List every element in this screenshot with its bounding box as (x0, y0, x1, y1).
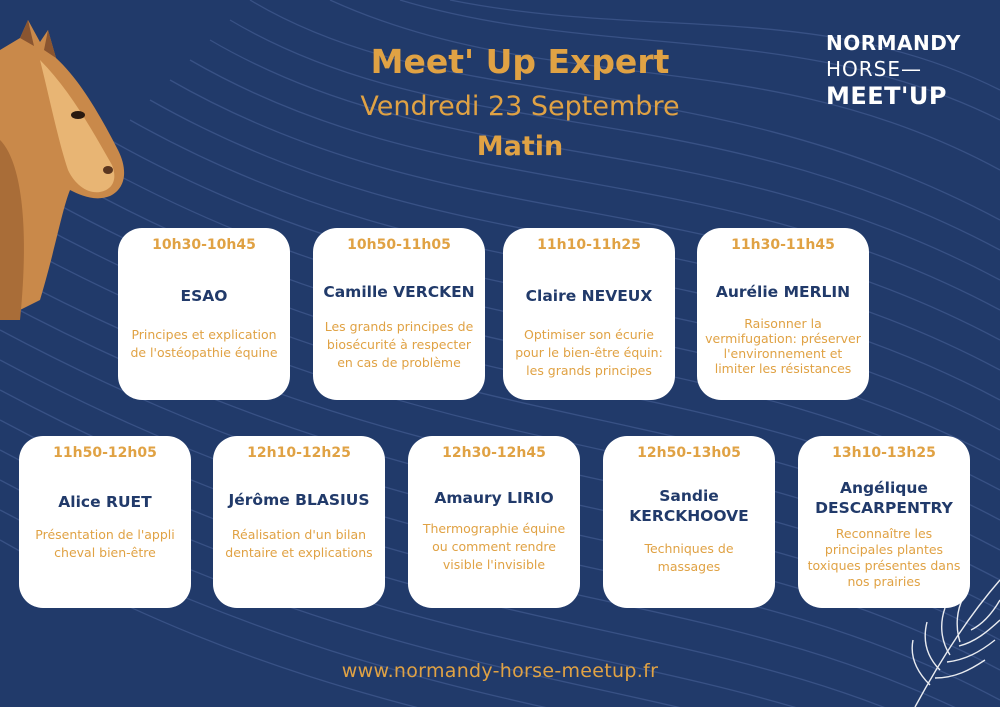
session-speaker: Angélique DESCARPENTRY (815, 479, 953, 517)
session-speaker: Alice RUET (58, 493, 152, 511)
session-card (503, 228, 675, 400)
session-time: 10h50-11h05 (347, 237, 451, 253)
event-header (200, 40, 840, 166)
session-card (697, 228, 869, 400)
session-time: 11h10-11h25 (537, 237, 641, 253)
session-time: 13h10-13h25 (832, 445, 936, 461)
session-speaker: Sandie KERCKHOOVE (629, 487, 749, 525)
session-topic: Techniques de massages (644, 541, 734, 574)
logo-line-2: HORSE— (826, 57, 923, 81)
session-topic: Réalisation d'un bilan dentaire et explications (225, 527, 373, 560)
event-period: Matin (476, 131, 564, 162)
session-topic: Principes et explication de l'ostéopathie équine (130, 327, 278, 360)
session-card (118, 228, 290, 400)
session-time: 12h30-12h45 (442, 445, 546, 461)
session-card (603, 436, 775, 608)
event-title: Meet' Up Expert (370, 42, 670, 81)
logo-line-1: NORMANDY (826, 31, 961, 55)
normandy-horse-meetup-logo (826, 30, 976, 110)
session-speaker: ESAO (180, 287, 228, 305)
session-speaker: Amaury LIRIO (434, 489, 554, 507)
session-speaker: Jérôme BLASIUS (228, 491, 370, 509)
session-time: 10h30-10h45 (152, 237, 256, 253)
session-time: 11h30-11h45 (731, 237, 835, 253)
logo-line-3: MEET'UP (826, 82, 947, 110)
session-topic: Les grands principes de biosécurité à respecter en cas de problème (324, 319, 474, 370)
session-topic: Thermographie équine ou comment rendre visible l'invisible (422, 521, 566, 572)
session-card (798, 436, 970, 608)
session-topic: Présentation de l'appli cheval bien-être (35, 527, 175, 560)
session-card (213, 436, 385, 608)
session-time: 12h10-12h25 (247, 445, 351, 461)
session-topic: Reconnaître les principales plantes toxiques présentes dans nos prairies (807, 526, 961, 589)
session-topic: Optimiser son écurie pour le bien-être équin: les grands principes (515, 327, 663, 378)
website-url[interactable]: www.normandy-horse-meetup.fr (341, 660, 659, 682)
session-speaker: Aurélie MERLIN (715, 283, 851, 301)
session-card (19, 436, 191, 608)
session-speaker: Claire NEVEUX (525, 287, 653, 305)
event-date: Vendredi 23 Septembre (360, 91, 680, 122)
session-time: 11h50-12h05 (53, 445, 157, 461)
horse-head-illustration (0, 20, 135, 320)
session-time: 12h50-13h05 (637, 445, 741, 461)
session-card (313, 228, 485, 400)
session-topic: Raisonner la vermifugation: préserver l'environnement et limiter les résistances (705, 316, 861, 376)
session-speaker: Camille VERCKEN (323, 283, 475, 301)
session-card (408, 436, 580, 608)
